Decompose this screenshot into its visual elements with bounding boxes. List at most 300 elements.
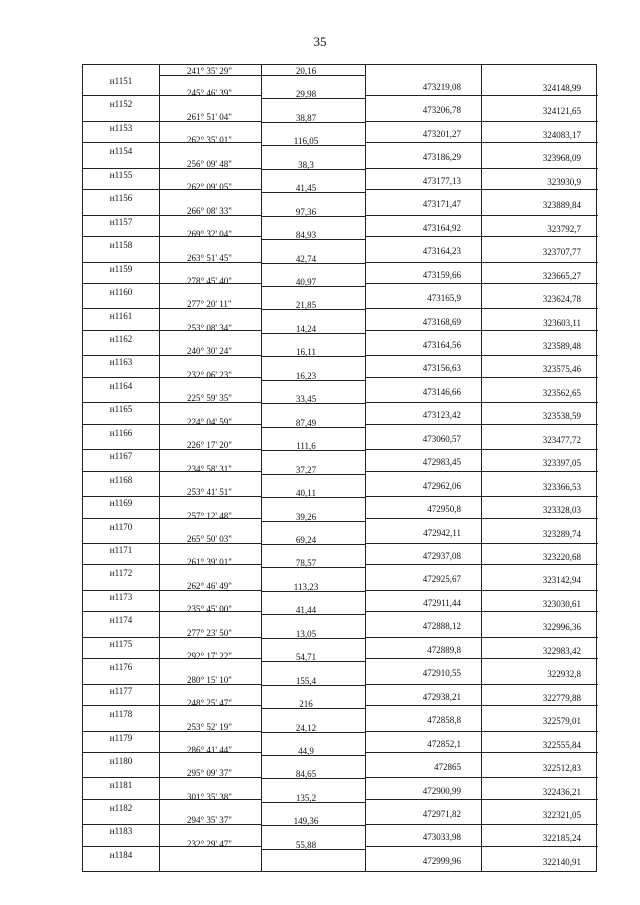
- coordinate-y: 323889,84: [542, 200, 581, 211]
- row-rule: [365, 330, 481, 331]
- row-rule: [481, 330, 598, 331]
- row-rule: [83, 142, 159, 143]
- row-rule: [83, 752, 159, 753]
- row-rule: [365, 449, 481, 450]
- row-rule: [365, 564, 481, 565]
- row-rule: [83, 777, 159, 778]
- point-id: н1174: [109, 615, 133, 626]
- row-rule: [83, 471, 159, 472]
- row-rule: [83, 283, 159, 284]
- coordinate-x: 473171,47: [422, 199, 461, 210]
- bearing-angle: 262° 46' 49": [187, 580, 232, 591]
- coordinate-x: 473164,92: [422, 222, 461, 233]
- row-rule: [365, 308, 481, 309]
- point-id: н1181: [109, 779, 133, 790]
- row-rule: [83, 168, 159, 169]
- row-rule: [481, 262, 598, 263]
- row-rule: [481, 752, 598, 753]
- table-row: [83, 170, 596, 193]
- table-row: [83, 311, 596, 334]
- coordinate-x: 473159,66: [422, 269, 461, 280]
- bearing-angle: 253° 08' 34": [187, 322, 232, 333]
- row-rule: [481, 402, 598, 403]
- coordinate-x: 473123,42: [422, 410, 461, 421]
- row-rule: [159, 518, 261, 519]
- table-row: [83, 592, 596, 615]
- row-rule: [481, 846, 598, 847]
- row-rule: [159, 168, 261, 169]
- row-rule: [83, 590, 159, 591]
- coordinate-y: 322932,8: [547, 669, 581, 680]
- row-rule: [365, 705, 481, 706]
- row-rule: [159, 590, 261, 591]
- bearing-angle: 277° 23' 50": [187, 627, 232, 638]
- point-id: н1159: [109, 263, 133, 274]
- coordinate-y: 322185,24: [542, 833, 581, 844]
- row-rule: [481, 95, 598, 96]
- table-row: [83, 686, 596, 709]
- segment-length: 87,49: [295, 417, 317, 428]
- coordinate-y: 322983,42: [542, 645, 581, 656]
- row-rule: [83, 262, 159, 263]
- row-rule: [481, 658, 598, 659]
- bearing-angle: 256° 09' 48": [187, 158, 232, 169]
- bearing-angle: 265° 50' 03": [187, 533, 232, 544]
- row-rule: [159, 424, 261, 425]
- row-rule: [159, 543, 261, 544]
- table-row: [83, 522, 596, 545]
- coordinate-y: 323289,74: [542, 528, 581, 539]
- segment-length: 21,85: [295, 300, 317, 311]
- coordinate-x: 473206,78: [422, 105, 461, 116]
- table-row: [83, 615, 596, 638]
- row-rule: [159, 496, 261, 497]
- row-rule: [83, 684, 159, 685]
- table-row: [83, 662, 596, 685]
- row-rule: [365, 777, 481, 778]
- row-rule: [365, 377, 481, 378]
- row-rule: [83, 824, 159, 825]
- bearing-angle: 286° 41' 44": [187, 745, 232, 756]
- row-rule: [481, 777, 598, 778]
- row-rule: [481, 496, 598, 497]
- coordinate-y: 323603,11: [543, 317, 581, 328]
- table-row: [83, 498, 596, 521]
- coordinate-y: 322436,21: [542, 786, 581, 797]
- segment-length: 14,24: [295, 323, 317, 334]
- point-id: н1172: [109, 568, 133, 579]
- row-rule: [159, 236, 261, 237]
- table-row: [83, 76, 596, 99]
- bearing-angle: 225° 59' 35": [187, 393, 232, 404]
- bearing-angle: 280° 15' 10": [187, 674, 232, 685]
- table-row: [83, 475, 596, 498]
- table-row: [83, 780, 596, 803]
- row-rule: [365, 824, 481, 825]
- segment-length: 16,11: [296, 347, 316, 358]
- point-id: н1169: [109, 498, 133, 509]
- row-rule: [365, 424, 481, 425]
- coordinate-y: 323707,77: [542, 247, 581, 258]
- row-rule: [481, 518, 598, 519]
- row-rule: [365, 283, 481, 284]
- row-rule: [365, 518, 481, 519]
- bearing-angle: 262° 35' 01": [187, 135, 232, 146]
- row-rule: [481, 424, 598, 425]
- coordinate-y: 324148,99: [542, 83, 581, 93]
- row-rule: [481, 731, 598, 732]
- segment-length: 84,93: [295, 230, 317, 241]
- coordinate-y: 323792,7: [547, 223, 581, 234]
- table-row: [83, 850, 596, 873]
- table-row: [83, 357, 596, 380]
- row-rule: [481, 637, 598, 638]
- coordinate-y: 323397,05: [542, 458, 581, 469]
- coordinate-y: 323538,59: [542, 411, 581, 422]
- row-rule: [481, 189, 598, 190]
- coordinate-x: 473201,27: [422, 128, 461, 139]
- row-rule: [159, 449, 261, 450]
- row-rule: [159, 777, 261, 778]
- row-rule: [365, 658, 481, 659]
- bearing-angle: 226° 17' 20": [187, 440, 232, 451]
- row-rule: [481, 611, 598, 612]
- table-row: [83, 217, 596, 240]
- segment-length: 29,98: [295, 89, 317, 100]
- row-rule: [365, 262, 481, 263]
- segment-length: 97,36: [295, 206, 317, 217]
- segment-length: 44,9: [298, 746, 314, 757]
- bearing-angle: 253° 52' 19": [187, 721, 232, 732]
- row-rule: [159, 731, 261, 732]
- coordinate-y: 322555,84: [542, 739, 581, 750]
- table-row: [83, 639, 596, 662]
- coordinate-y: 323968,09: [542, 153, 581, 164]
- table-row: [83, 733, 596, 756]
- coordinate-x: 473186,29: [422, 152, 461, 163]
- coordinate-x: 473060,57: [422, 433, 461, 444]
- coordinate-x: 472900,99: [422, 785, 461, 796]
- row-rule: [83, 496, 159, 497]
- table-row: [83, 428, 596, 451]
- row-rule: [83, 215, 159, 216]
- coordinate-y: 323562,65: [542, 387, 581, 398]
- coordinate-x: 472888,12: [422, 621, 461, 632]
- bearing-angle: 278° 45' 40": [187, 276, 232, 287]
- segment-length: 55,88: [295, 839, 317, 850]
- bearing-angle: 266° 08' 33": [187, 205, 232, 216]
- row-rule: [83, 846, 159, 847]
- row-rule: [83, 543, 159, 544]
- row-rule: [481, 377, 598, 378]
- point-id: н1158: [109, 240, 133, 251]
- row-rule: [159, 611, 261, 612]
- coordinate-x: 472911,44: [423, 597, 461, 608]
- row-rule: [365, 236, 481, 237]
- row-rule: [365, 168, 481, 169]
- coordinate-x: 472852,1: [427, 738, 461, 749]
- row-rule: [159, 262, 261, 263]
- segment-length: 69,24: [295, 534, 317, 545]
- row-rule: [83, 95, 159, 96]
- row-rule: [159, 846, 261, 847]
- point-id: н1175: [109, 638, 133, 649]
- coordinate-x: 473033,98: [422, 832, 461, 843]
- segment-length: 41,45: [295, 183, 317, 194]
- bearing-angle: 234° 58' 31": [187, 463, 232, 474]
- row-rule: [83, 705, 159, 706]
- coordinate-x: 472910,55: [422, 668, 461, 679]
- coordinate-x: 472865: [434, 762, 461, 773]
- coordinate-x: 473177,13: [422, 175, 461, 186]
- segment-length: 38,87: [295, 112, 317, 123]
- coordinate-y: 323220,68: [542, 552, 581, 562]
- row-rule: [159, 658, 261, 659]
- row-rule: [481, 705, 598, 706]
- coordinate-y: 323030,61: [542, 598, 581, 609]
- bearing-angle: 253° 41' 51": [187, 487, 232, 498]
- row-rule: [159, 121, 261, 122]
- point-id: н1163: [109, 357, 133, 368]
- coordinate-x: 472983,45: [422, 457, 461, 468]
- row-rule: [83, 518, 159, 519]
- row-rule: [481, 355, 598, 356]
- row-rule: [365, 637, 481, 638]
- row-rule: [365, 402, 481, 403]
- bearing-angle: 262° 09' 05": [187, 182, 232, 193]
- row-rule: [481, 449, 598, 450]
- coordinate-x: 472999,96: [422, 855, 461, 866]
- coordinate-x: 472858,8: [427, 715, 461, 726]
- segment-length: 155,4: [295, 675, 317, 686]
- row-rule: [159, 471, 261, 472]
- segment-length: 24,12: [295, 722, 317, 733]
- coordinate-x: 472925,67: [422, 574, 461, 585]
- row-rule: [365, 142, 481, 143]
- row-rule: [83, 402, 159, 403]
- coordinate-x: 473146,66: [422, 386, 461, 397]
- row-rule: [481, 283, 598, 284]
- table-row: [83, 756, 596, 779]
- row-rule: [365, 355, 481, 356]
- bearing-angle: 232° 06' 23": [187, 369, 232, 380]
- segment-length: 42,74: [295, 253, 317, 264]
- coordinate-y: 323930,9: [547, 176, 581, 187]
- row-rule: [481, 824, 598, 825]
- table-row: [83, 264, 596, 287]
- row-rule: [83, 377, 159, 378]
- row-rule: [481, 168, 598, 169]
- segment-length: 16,23: [295, 370, 317, 381]
- row-rule: [481, 236, 598, 237]
- row-rule: [159, 308, 261, 309]
- coordinate-x: 472962,06: [422, 480, 461, 491]
- row-rule: [83, 449, 159, 450]
- point-id: н1180: [109, 756, 133, 767]
- coordinate-y: 323477,72: [542, 434, 581, 445]
- row-rule: [365, 215, 481, 216]
- table-row: [83, 65, 596, 76]
- segment-length: 149,36: [293, 816, 319, 827]
- coordinate-x: 472889,8: [427, 644, 461, 655]
- segment-length: 39,26: [295, 511, 317, 522]
- point-id: н1161: [109, 310, 133, 321]
- row-rule: [365, 543, 481, 544]
- row-rule: [481, 215, 598, 216]
- row-rule: [481, 121, 598, 122]
- point-id: н1176: [109, 662, 133, 673]
- coordinate-x: 473156,63: [422, 363, 461, 374]
- bearing-angle: 301° 35' 38": [187, 791, 232, 802]
- row-rule: [365, 752, 481, 753]
- page-number: 35: [313, 34, 327, 49]
- row-rule: [365, 95, 481, 96]
- coordinate-x: 472950,8: [427, 504, 461, 515]
- row-rule: [83, 799, 159, 800]
- segment-length: 78,57: [295, 558, 317, 569]
- table-row: [83, 803, 596, 826]
- bearing-angle: 232° 29' 47": [187, 838, 232, 849]
- table-row: [83, 240, 596, 263]
- table-row: [83, 193, 596, 216]
- row-rule: [481, 142, 598, 143]
- point-id: н1173: [109, 591, 133, 602]
- segment-length: 38,3: [298, 159, 314, 170]
- row-rule: [365, 496, 481, 497]
- table-row: [83, 123, 596, 146]
- row-rule: [365, 121, 481, 122]
- table-row: [83, 826, 596, 849]
- segment-length: 33,45: [295, 394, 317, 405]
- segment-length: 54,71: [295, 652, 317, 663]
- coordinate-y: 322996,36: [542, 622, 581, 633]
- table-row: [83, 404, 596, 427]
- coordinate-x: 473219,08: [422, 82, 461, 92]
- row-rule: [159, 215, 261, 216]
- point-id: н1168: [109, 474, 133, 485]
- point-id: н1151: [109, 76, 133, 86]
- row-rule: [481, 543, 598, 544]
- row-rule: [159, 377, 261, 378]
- row-rule: [159, 189, 261, 190]
- segment-length: 37,27: [295, 464, 317, 475]
- row-rule: [365, 846, 481, 847]
- coordinate-table: [82, 64, 597, 872]
- segment-length: 113,23: [293, 581, 319, 592]
- row-rule: [481, 799, 598, 800]
- bearing-angle: 257° 12' 48": [187, 510, 232, 521]
- coordinate-x: 472971,82: [422, 808, 461, 819]
- bearing-angle: 241° 35' 29": [187, 66, 232, 76]
- bearing-angle: 224° 04' 59": [187, 416, 232, 427]
- row-rule: [83, 658, 159, 659]
- row-rule: [83, 236, 159, 237]
- point-id: н1153: [109, 122, 133, 133]
- row-rule: [159, 799, 261, 800]
- bearing-angle: 277° 20' 11": [187, 299, 232, 310]
- row-rule: [159, 283, 261, 284]
- point-id: н1162: [109, 333, 133, 344]
- coordinate-y: 324121,65: [542, 106, 581, 117]
- coordinate-y: 323624,78: [542, 294, 581, 305]
- bearing-angle: 240° 30' 24": [187, 346, 232, 357]
- row-rule: [365, 684, 481, 685]
- point-id: н1178: [109, 709, 133, 720]
- row-rule: [159, 705, 261, 706]
- row-rule: [83, 637, 159, 638]
- row-rule: [159, 355, 261, 356]
- table-row: [83, 99, 596, 122]
- row-rule: [365, 799, 481, 800]
- coordinate-y: 323589,48: [542, 340, 581, 351]
- bearing-angle: 245° 46' 39": [187, 88, 232, 99]
- point-id: н1165: [109, 404, 133, 415]
- row-rule: [83, 189, 159, 190]
- bearing-angle: 261° 39' 01": [187, 557, 232, 568]
- segment-length: 13,05: [295, 628, 317, 639]
- row-rule: [481, 684, 598, 685]
- row-rule: [481, 590, 598, 591]
- point-id: н1166: [109, 427, 133, 438]
- point-id: н1182: [109, 802, 133, 813]
- coordinate-x: 473168,69: [422, 316, 461, 327]
- row-rule: [481, 471, 598, 472]
- row-rule: [159, 402, 261, 403]
- coordinate-y: 324083,17: [542, 129, 581, 140]
- table-row: [83, 545, 596, 568]
- segment-length: 40,97: [295, 277, 317, 288]
- table-row: [83, 568, 596, 591]
- table-row: [83, 287, 596, 310]
- row-rule: [481, 564, 598, 565]
- coordinate-y: 323142,94: [542, 575, 581, 586]
- coordinate-y: 322140,91: [542, 856, 581, 867]
- point-id: н1155: [109, 169, 133, 180]
- segment-length: 84,65: [295, 769, 317, 780]
- bearing-angle: 261° 51' 04": [187, 111, 232, 122]
- row-rule: [159, 637, 261, 638]
- coordinate-y: 323575,46: [542, 364, 581, 375]
- coordinate-x: 473165,9: [427, 293, 461, 304]
- coordinate-x: 472938,21: [422, 691, 461, 702]
- coordinate-y: 323328,03: [542, 505, 581, 516]
- row-rule: [159, 752, 261, 753]
- row-rule: [83, 424, 159, 425]
- segment-length: 111,6: [296, 441, 316, 452]
- point-id: н1160: [109, 287, 133, 298]
- row-rule: [159, 564, 261, 565]
- point-id: н1156: [109, 193, 133, 204]
- point-id: н1152: [109, 99, 133, 110]
- table-row: [83, 709, 596, 732]
- coordinate-y: 322579,01: [542, 716, 581, 727]
- bearing-angle: 295° 09' 37": [187, 768, 232, 779]
- row-rule: [83, 330, 159, 331]
- bearing-angle: 235° 45' 00": [187, 604, 232, 615]
- row-rule: [83, 564, 159, 565]
- coordinate-y: 322321,05: [542, 809, 581, 820]
- point-id: н1177: [109, 685, 133, 696]
- coordinate-x: 473164,56: [422, 339, 461, 350]
- table-row: [83, 334, 596, 357]
- coordinate-y: 322512,83: [542, 763, 581, 774]
- segment-length: 135,2: [295, 792, 317, 803]
- row-rule: [83, 121, 159, 122]
- coordinate-x: 473164,23: [422, 246, 461, 257]
- point-id: н1157: [109, 216, 133, 227]
- table-row: [83, 146, 596, 169]
- segment-length: 116,05: [293, 136, 319, 147]
